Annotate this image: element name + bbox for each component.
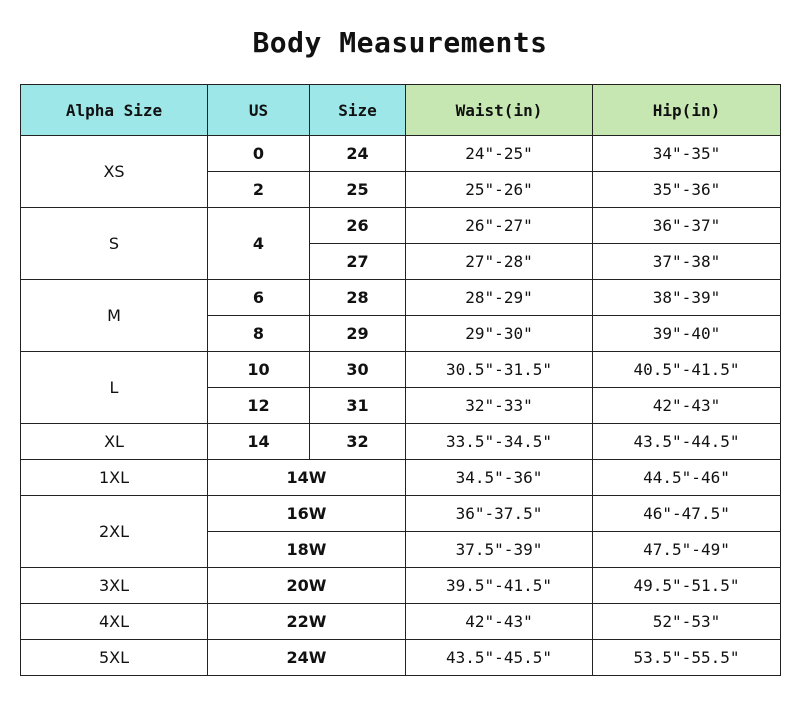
waist-cell: 32"-33" bbox=[406, 388, 593, 424]
table-row bbox=[21, 640, 781, 676]
waist-cell: 26"-27" bbox=[406, 208, 593, 244]
hip-cell: 53.5"-55.5" bbox=[593, 640, 781, 676]
header-hip: Hip(in) bbox=[593, 85, 781, 136]
waist-cell: 39.5"-41.5" bbox=[406, 568, 593, 604]
us-cell: 2 bbox=[208, 172, 310, 208]
waist-cell: 25"-26" bbox=[406, 172, 593, 208]
header-size: Size bbox=[310, 85, 406, 136]
alpha-size-cell: XL bbox=[21, 424, 208, 460]
us-cell: 14 bbox=[208, 424, 310, 460]
waist-cell: 27"-28" bbox=[406, 244, 593, 280]
alpha-size-cell: 4XL bbox=[21, 604, 208, 640]
waist-cell: 28"-29" bbox=[406, 280, 593, 316]
hip-cell: 35"-36" bbox=[593, 172, 781, 208]
us-size-cell: 22W bbox=[208, 604, 406, 640]
alpha-size-cell: 3XL bbox=[21, 568, 208, 604]
header-waist: Waist(in) bbox=[406, 85, 593, 136]
alpha-size-cell: M bbox=[21, 280, 208, 352]
us-size-cell: 24W bbox=[208, 640, 406, 676]
alpha-size-cell: XS bbox=[21, 136, 208, 208]
alpha-size-cell: L bbox=[21, 352, 208, 424]
header-us: US bbox=[208, 85, 310, 136]
waist-cell: 42"-43" bbox=[406, 604, 593, 640]
hip-cell: 52"-53" bbox=[593, 604, 781, 640]
header-row bbox=[21, 85, 781, 136]
table-row bbox=[21, 424, 781, 460]
waist-cell: 36"-37.5" bbox=[406, 496, 593, 532]
alpha-size-cell: S bbox=[21, 208, 208, 280]
us-cell: 12 bbox=[208, 388, 310, 424]
us-size-cell: 14W bbox=[208, 460, 406, 496]
table-row bbox=[21, 496, 781, 532]
us-cell: 0 bbox=[208, 136, 310, 172]
us-size-cell: 16W bbox=[208, 496, 406, 532]
hip-cell: 40.5"-41.5" bbox=[593, 352, 781, 388]
hip-cell: 34"-35" bbox=[593, 136, 781, 172]
hip-cell: 44.5"-46" bbox=[593, 460, 781, 496]
size-cell: 25 bbox=[310, 172, 406, 208]
size-cell: 29 bbox=[310, 316, 406, 352]
size-cell: 26 bbox=[310, 208, 406, 244]
waist-cell: 30.5"-31.5" bbox=[406, 352, 593, 388]
hip-cell: 36"-37" bbox=[593, 208, 781, 244]
page-title: Body Measurements bbox=[252, 26, 548, 59]
waist-cell: 29"-30" bbox=[406, 316, 593, 352]
us-size-cell: 20W bbox=[208, 568, 406, 604]
table-row bbox=[21, 136, 781, 172]
table-row bbox=[21, 460, 781, 496]
table-row bbox=[21, 280, 781, 316]
us-cell: 4 bbox=[208, 208, 310, 280]
hip-cell: 46"-47.5" bbox=[593, 496, 781, 532]
us-cell: 10 bbox=[208, 352, 310, 388]
size-cell: 28 bbox=[310, 280, 406, 316]
us-cell: 6 bbox=[208, 280, 310, 316]
hip-cell: 47.5"-49" bbox=[593, 532, 781, 568]
table-row bbox=[21, 604, 781, 640]
waist-cell: 33.5"-34.5" bbox=[406, 424, 593, 460]
size-chart-table bbox=[20, 84, 781, 676]
header-alpha-size: Alpha Size bbox=[21, 85, 208, 136]
alpha-size-cell: 2XL bbox=[21, 496, 208, 568]
table-row bbox=[21, 352, 781, 388]
table-row bbox=[21, 568, 781, 604]
hip-cell: 49.5"-51.5" bbox=[593, 568, 781, 604]
us-size-cell: 18W bbox=[208, 532, 406, 568]
alpha-size-cell: 5XL bbox=[21, 640, 208, 676]
hip-cell: 37"-38" bbox=[593, 244, 781, 280]
hip-cell: 42"-43" bbox=[593, 388, 781, 424]
waist-cell: 34.5"-36" bbox=[406, 460, 593, 496]
hip-cell: 38"-39" bbox=[593, 280, 781, 316]
waist-cell: 43.5"-45.5" bbox=[406, 640, 593, 676]
table-row bbox=[21, 208, 781, 244]
hip-cell: 43.5"-44.5" bbox=[593, 424, 781, 460]
size-cell: 27 bbox=[310, 244, 406, 280]
waist-cell: 37.5"-39" bbox=[406, 532, 593, 568]
waist-cell: 24"-25" bbox=[406, 136, 593, 172]
size-cell: 31 bbox=[310, 388, 406, 424]
alpha-size-cell: 1XL bbox=[21, 460, 208, 496]
size-cell: 24 bbox=[310, 136, 406, 172]
hip-cell: 39"-40" bbox=[593, 316, 781, 352]
size-cell: 30 bbox=[310, 352, 406, 388]
size-cell: 32 bbox=[310, 424, 406, 460]
us-cell: 8 bbox=[208, 316, 310, 352]
